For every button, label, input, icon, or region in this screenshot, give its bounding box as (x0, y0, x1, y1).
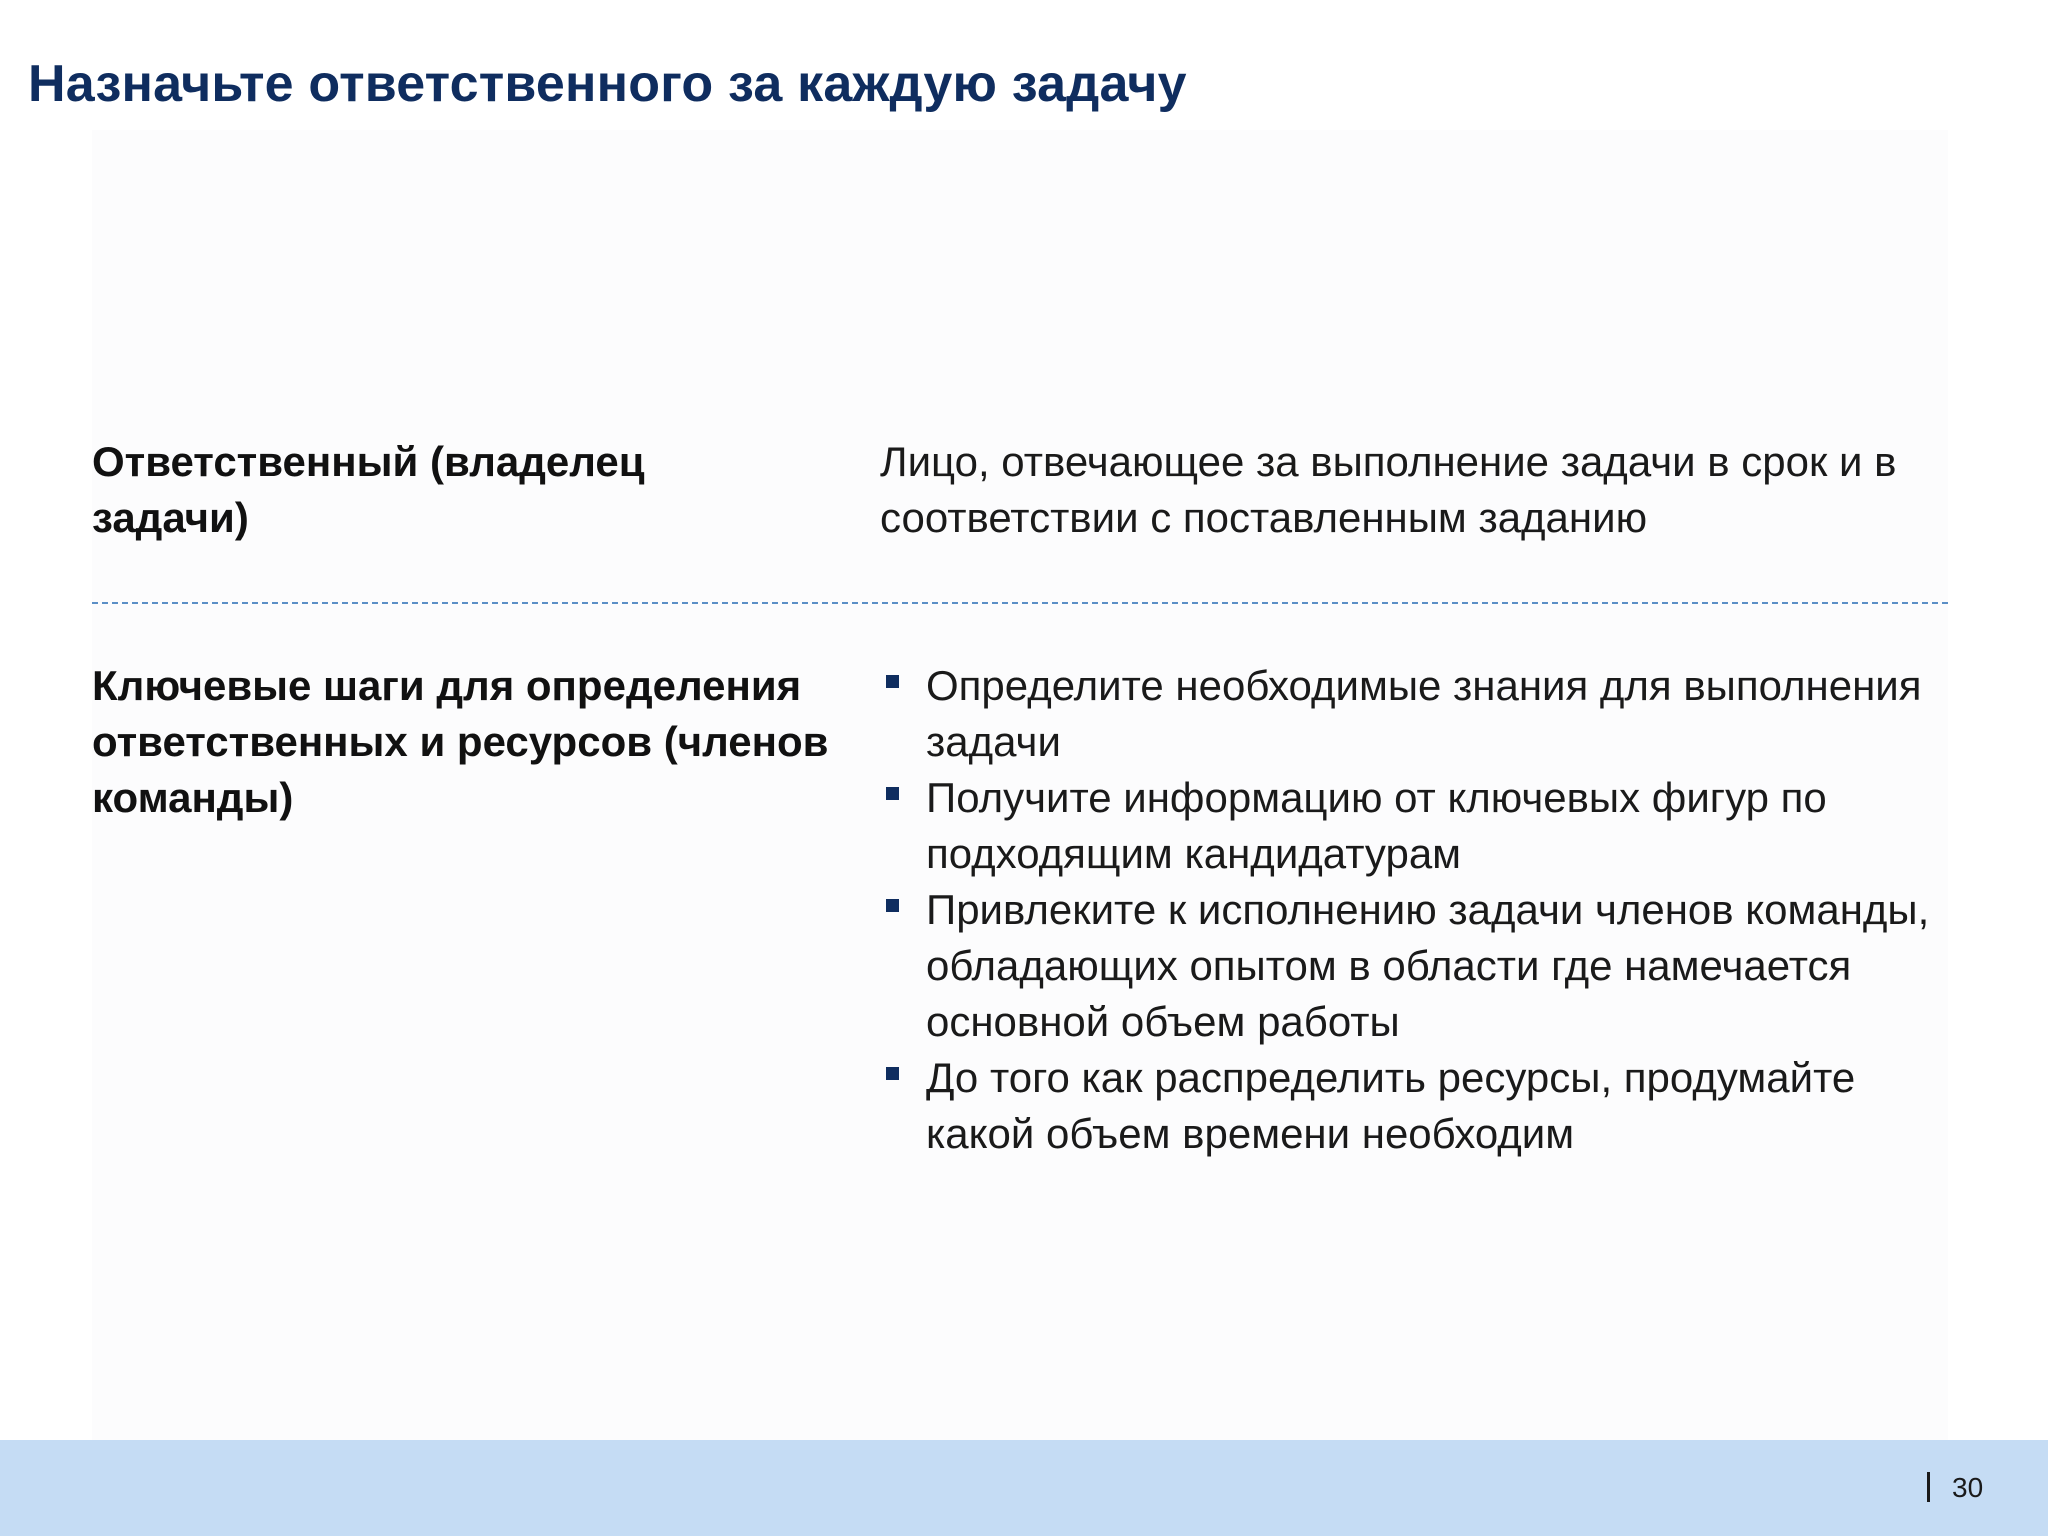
row-divider (92, 602, 1948, 604)
owner-description: Лицо, отвечающее за выполнение задачи в срок и в соответствии с поставленным заданию (880, 438, 1897, 541)
slide-title: Назначьте ответственного за каждую задачу (28, 55, 1187, 113)
list-item (880, 882, 1970, 1050)
list-item-text: Определите необходимые знания для выполнения задачи (926, 662, 1922, 765)
square-bullet-icon (886, 787, 899, 800)
list-item (880, 770, 1970, 882)
steps-label: Ключевые шаги для определения ответственных и ресурсов (членов команды) (92, 662, 829, 821)
list-item (880, 1050, 1970, 1162)
page-number: 30 (1952, 1472, 1984, 1503)
owner-label: Ответственный (владелец задачи) (92, 438, 645, 541)
list-item-text: Получите информацию от ключевых фигур по подходящим кандидатурам (926, 774, 1827, 877)
page-number-separator (1927, 1472, 1930, 1502)
list-item-text: До того как распределить ресурсы, продумайте какой объем времени необходим (926, 1054, 1856, 1157)
footer-bar (0, 1440, 2048, 1536)
square-bullet-icon (886, 899, 899, 912)
list-item (880, 658, 1970, 770)
list-item-text: Привлеките к исполнению задачи членов команды, обладающих опытом в области где намечается основной объем работы (926, 886, 1930, 1045)
square-bullet-icon (886, 1067, 899, 1080)
steps-list (880, 658, 1970, 1162)
square-bullet-icon (886, 675, 899, 688)
